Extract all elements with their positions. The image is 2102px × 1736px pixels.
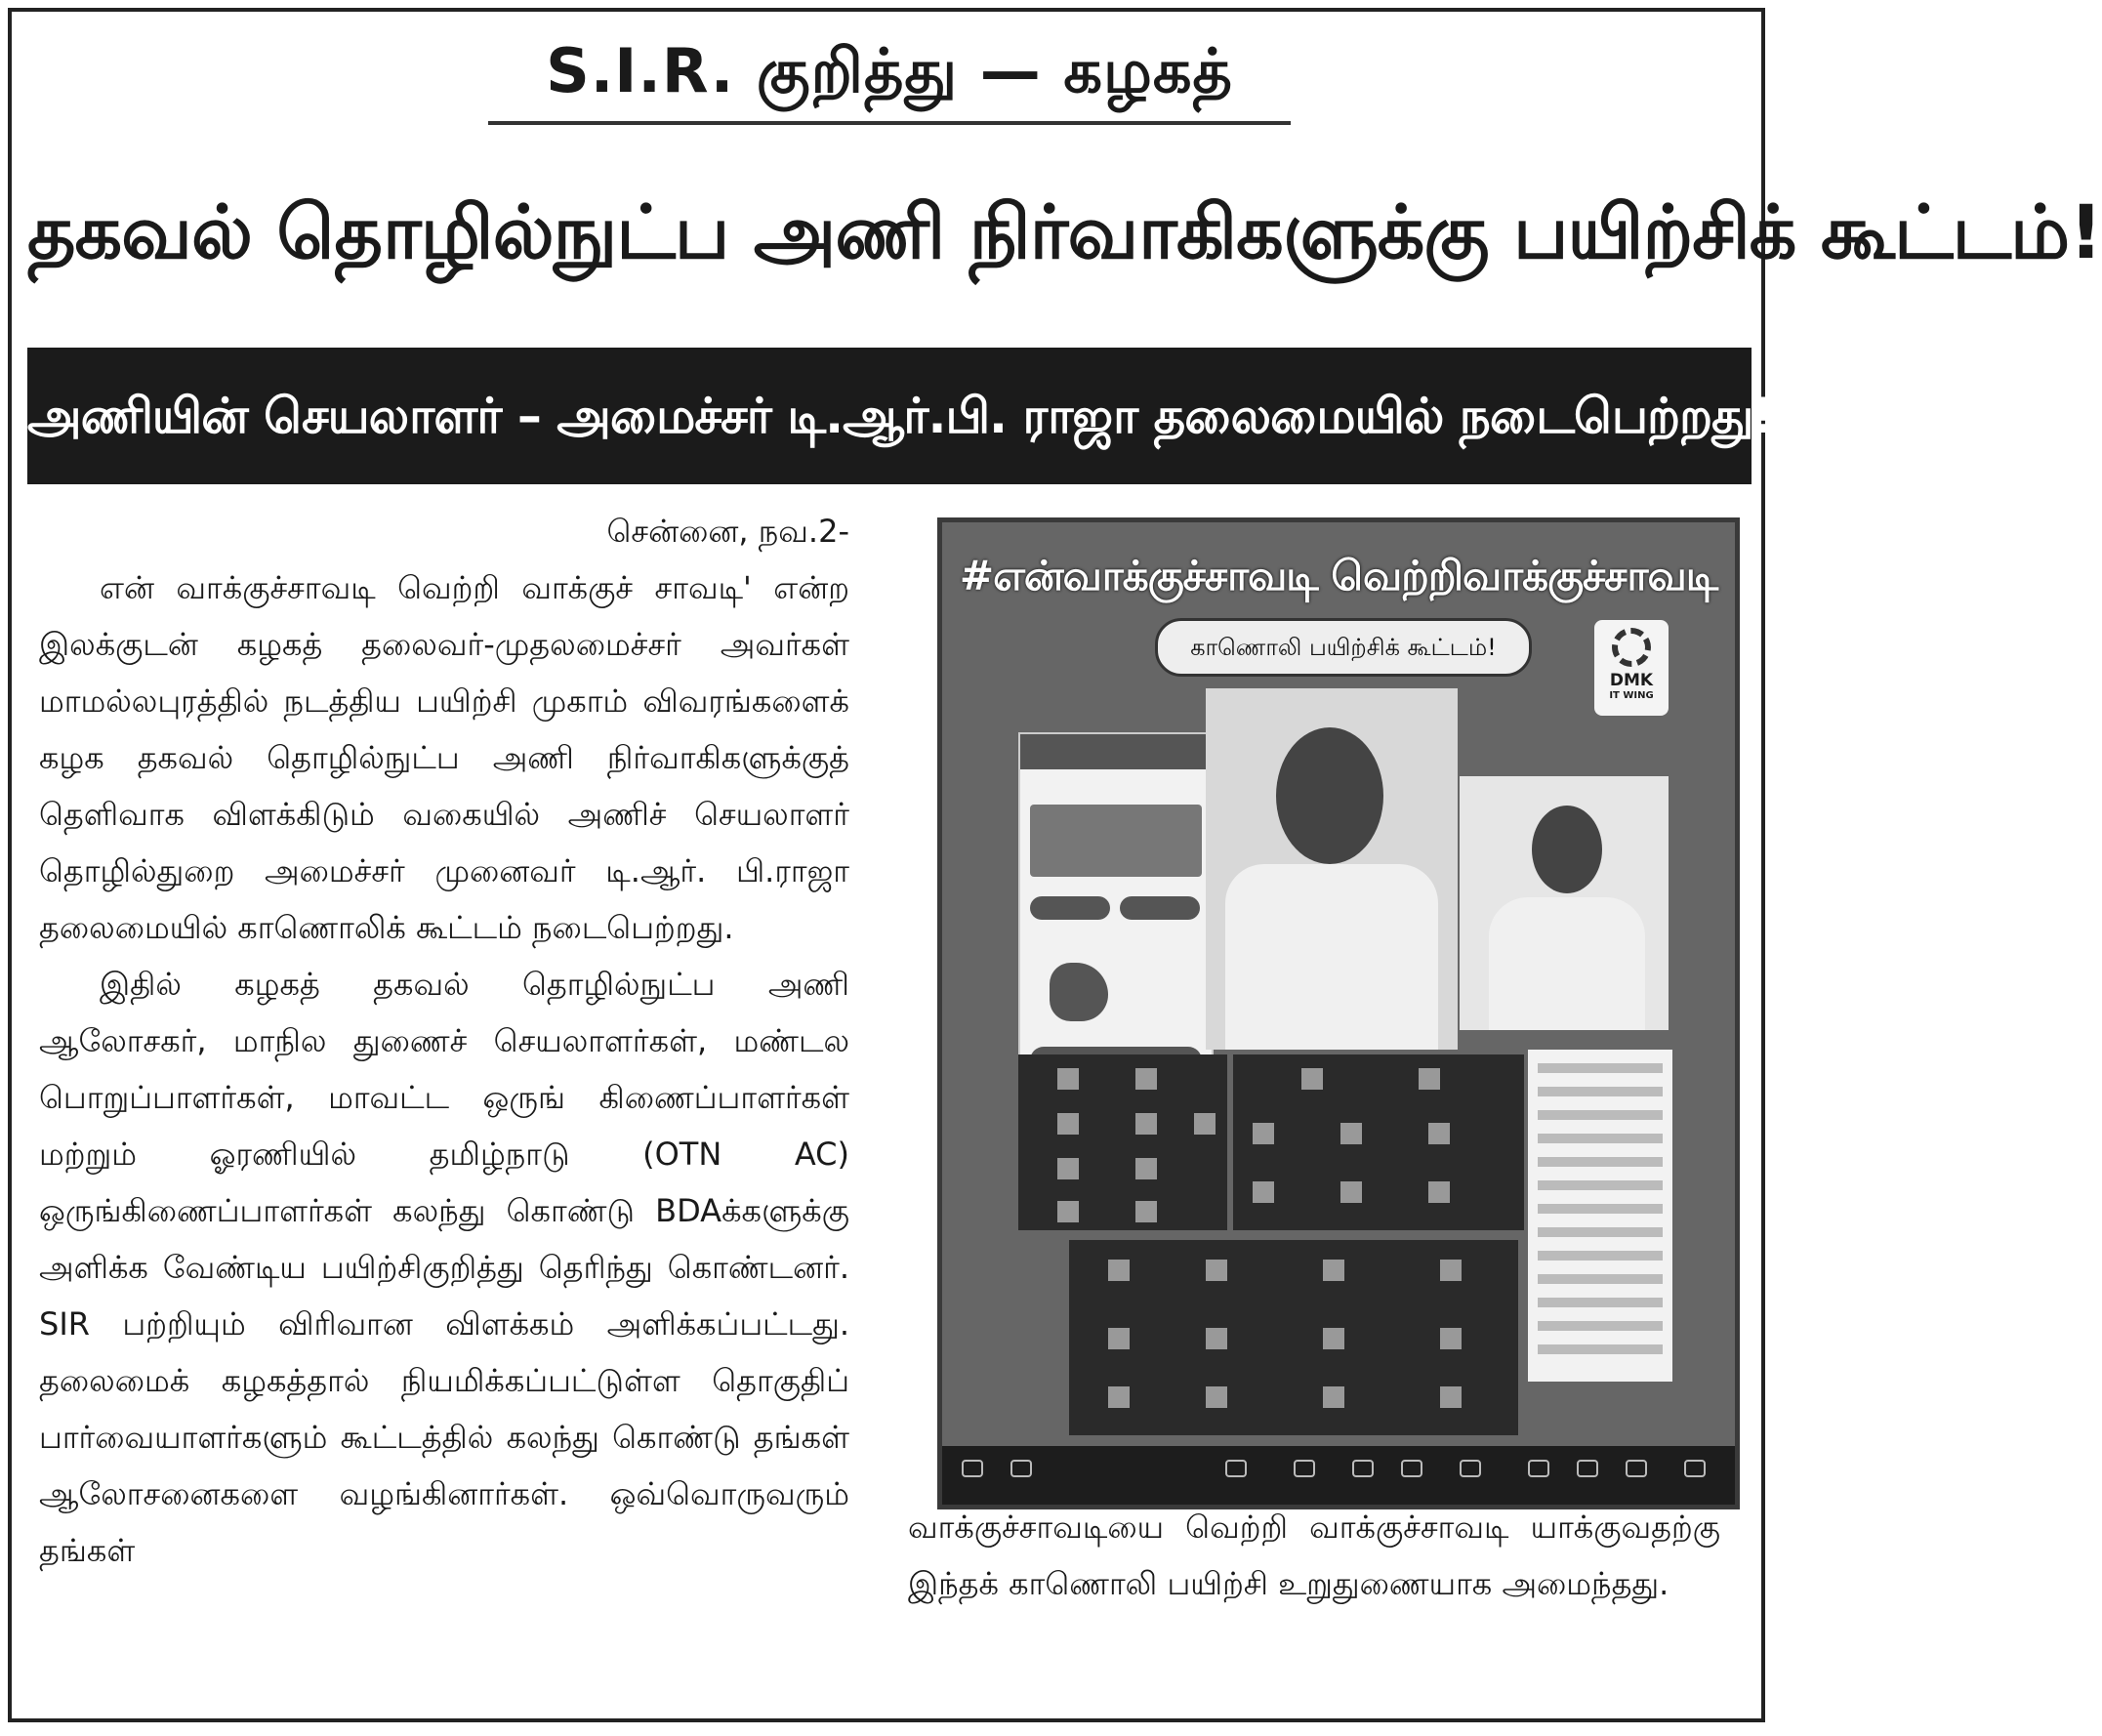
article-left-column (39, 503, 849, 1579)
participant-grid-2 (1233, 1054, 1524, 1230)
logo-text-itwing: IT WING (1609, 690, 1654, 701)
kicker-underline (488, 121, 1291, 125)
participants-list-panel (1528, 1050, 1672, 1382)
ai-companion-icon (1460, 1460, 1481, 1477)
main-headline: தகவல் தொழில்நுட்ப அணி நிர்வாகிகளுக்கு பயிற்சிக் கூட்டம்! (27, 188, 2102, 275)
microphone-icon (962, 1460, 983, 1477)
article-paragraph-3: வாக்குச்சாவடியை வெற்றி வாக்குச்சாவடி யாக்குவதற்கு இந்தக் காணொலி பயிற்சி உறுதுணையாக அமைந்தது. (908, 1509, 1720, 1602)
participants-icon (1225, 1460, 1247, 1477)
chat-icon (1294, 1460, 1315, 1477)
meeting-info-icon (1528, 1460, 1549, 1477)
mobile-app-screenshot (1018, 732, 1214, 1068)
subheadline-text: அணியின் செயலாளர் – அமைச்சர் டி.ஆர்.பி. ராஜா தலைமையில் நடைபெற்றது! (27, 388, 1775, 444)
participant-grid-3 (1069, 1240, 1518, 1435)
logo-text-dmk: DMK (1609, 671, 1654, 690)
kicker-heading: S.I.R. குறித்து — கழகத் (546, 35, 1233, 106)
photo-subtitle-pill: காணொலி பயிற்சிக் கூட்டம்! (1155, 618, 1532, 677)
apps-icon (1577, 1460, 1598, 1477)
article-paragraph-2: இதில் கழகத் தகவல் தொழில்நுட்ப அணி ஆலோசகர், மாநில துணைச் செயலாளர்கள், மண்டல பொறுப்பாளர்கள், மாவட்ட ஒருங் கிணைப்பாளர்கள் மற்றும் ஓரணியில் தமிழ்நாடு (OTN AC) ஒருங்கிணைப்பாளர்கள் கலந்து கொண்டு BDAக்களுக்கு அளிக்க வேண்டிய பயிற்சிகுறித்து தெரிந்து கொண்டனர். SIR பற்றியும் விரிவான விளக்கம் அளிக்கப்பட்டது. தலைமைக் கழகத்தால் நியமிக்கப்பட்டுள்ள தொகுதிப் பார்வையாளர்களும் கூட்டத்தில் கலந்து கொண்டு தங்கள் ஆலோசனைகளை வழங்கினார்கள். ஒவ்வொருவரும் தங்கள் (39, 966, 849, 1569)
article-right-column (908, 1499, 1720, 1612)
second-speaker-video-tile (1460, 776, 1669, 1030)
dmk-it-wing-logo (1594, 620, 1669, 716)
dateline: சென்னை, நவ.2- (606, 513, 849, 550)
more-icon (1684, 1460, 1706, 1477)
docs-icon (1626, 1460, 1647, 1477)
photo-hashtag-title: #என்வாக்குச்சாவடி வெற்றிவாக்குச்சாவடி (959, 552, 1718, 599)
video-call-toolbar (942, 1446, 1735, 1505)
participant-grid-1 (1018, 1054, 1227, 1230)
rising-sun-icon (1612, 628, 1651, 667)
video-camera-icon (1010, 1460, 1032, 1477)
speaker-video-tile (1206, 688, 1458, 1050)
subheadline-bar (27, 348, 1775, 484)
article-paragraph-1: என் வாக்குச்சாவடி வெற்றி வாக்குச் சாவடி' என்ற இலக்குடன் கழகத் தலைவர்-முதலமைச்சர் அவர்கள் மாமல்லபுரத்தில் நடத்திய பயிற்சி முகாம் விவரங்களைக் கழக தகவல் தொழில்நுட்ப அணி நிர்வாகிகளுக்குத் தெளிவாக விளக்கிடும் வகையில் அணிச் செயலாளர் தொழில்துறை அமைச்சர் முனைவர் டி.ஆர். பி.ராஜா தலைமையில் காணொலிக் கூட்டம் நடைபெற்றது. (39, 569, 849, 946)
react-icon (1352, 1460, 1374, 1477)
share-icon (1401, 1460, 1422, 1477)
meeting-photo (937, 517, 1740, 1509)
